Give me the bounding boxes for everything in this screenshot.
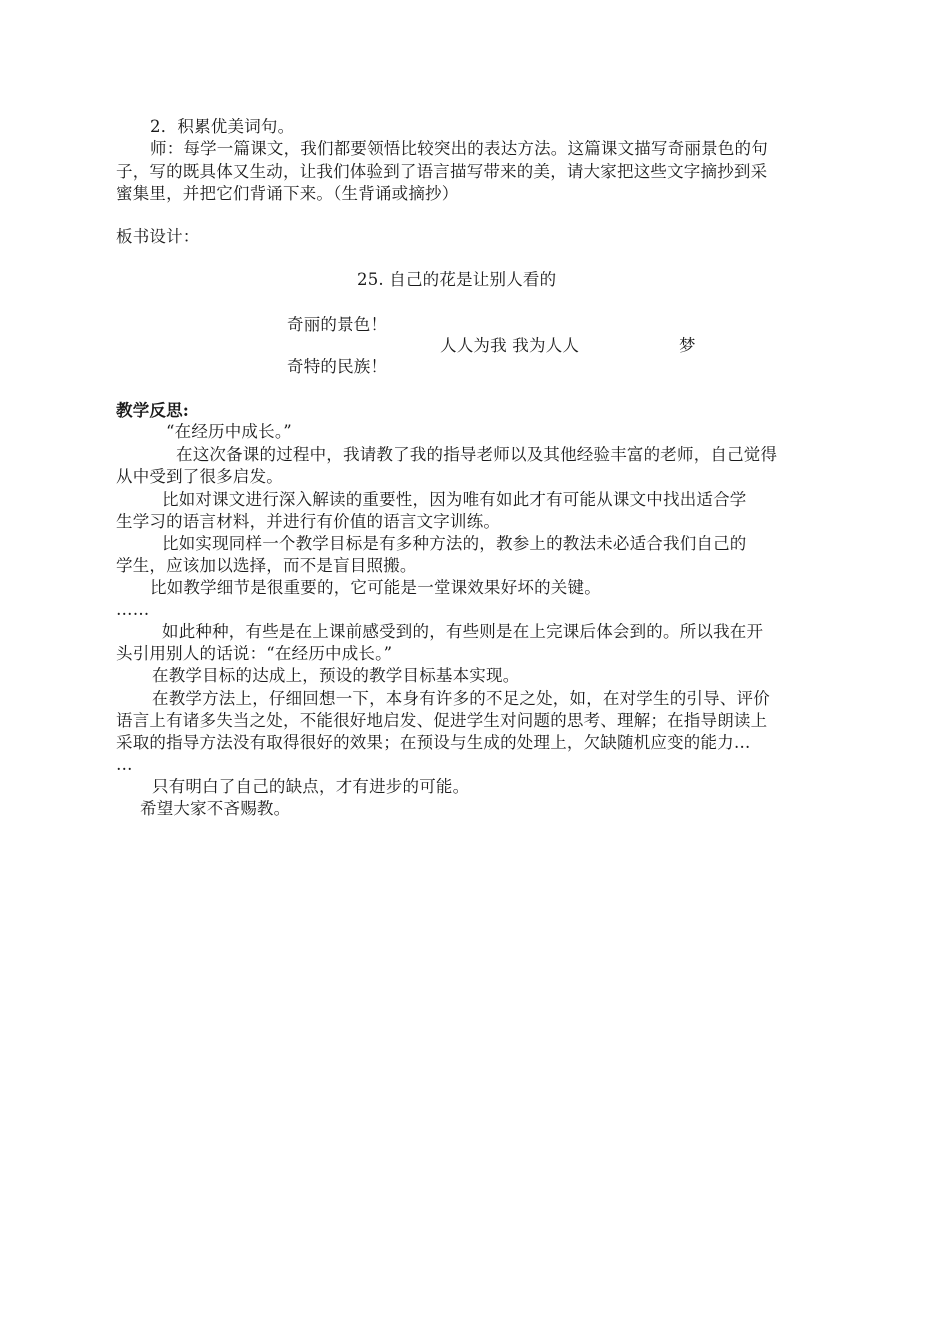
reflection-quote: “在经历中成长。” bbox=[166, 422, 292, 441]
ellipsis-line: …… bbox=[116, 600, 150, 619]
paragraph-line: 采取的指导方法没有取得很好的效果；在预设与生成的处理上，欠缺随机应变的能力… bbox=[116, 733, 751, 752]
paragraph-line: … bbox=[116, 755, 133, 774]
paragraph-line: 头引用别人的话说：“在经历中成长。” bbox=[116, 644, 393, 663]
paragraph-line: 语言上有诸多失当之处，不能很好地启发、促进学生对问题的思考、理解；在指导朗读上 bbox=[116, 711, 768, 730]
paragraph-line: 希望大家不吝赐教。 bbox=[140, 799, 291, 818]
paragraph-line: 比如教学细节是很重要的，它可能是一堂课效果好坏的关键。 bbox=[150, 578, 601, 597]
paragraph-line: 子，写的既具体又生动，让我们体验到了语言描写带来的美，请大家把这些文字摘抄到采 bbox=[116, 162, 768, 181]
paragraph-line: 从中受到了很多启发。 bbox=[116, 467, 283, 486]
paragraph-line: 在教学目标的达成上，预设的教学目标基本实现。 bbox=[152, 666, 520, 685]
section-heading: 2．积累优美词句。 bbox=[150, 117, 295, 136]
paragraph-line: 比如实现同样一个教学目标是有多种方法的，教参上的教法未必适合我们自己的 bbox=[162, 534, 747, 553]
paragraph-line: 只有明白了自己的缺点，才有进步的可能。 bbox=[152, 777, 470, 796]
paragraph-line: 师：每学一篇课文，我们都要领悟比较突出的表达方法。这篇课文描写奇丽景色的句 bbox=[150, 139, 768, 158]
board-left-top: 奇丽的景色！ bbox=[287, 315, 388, 334]
paragraph-line: 在教学方法上，仔细回想一下，本身有许多的不足之处，如，在对学生的引导、评价 bbox=[152, 689, 770, 708]
board-right: 梦 bbox=[679, 336, 696, 355]
reflection-heading: 教学反思: bbox=[116, 401, 190, 420]
board-title: 25. 自己的花是让别人看的 bbox=[357, 270, 557, 289]
paragraph-line: 生学习的语言材料，并进行有价值的语言文字训练。 bbox=[116, 512, 501, 531]
paragraph-line: 学生，应该加以选择，而不是盲目照搬。 bbox=[116, 556, 417, 575]
board-design-label: 板书设计： bbox=[116, 227, 200, 246]
paragraph-line: 在这次备课的过程中，我请教了我的指导老师以及其他经验丰富的老师，自己觉得 bbox=[176, 445, 778, 464]
paragraph-line: 蜜集里，并把它们背诵下来。（生背诵或摘抄） bbox=[116, 184, 459, 203]
paragraph-line: 比如对课文进行深入解读的重要性，因为唯有如此才有可能从课文中找出适合学 bbox=[162, 490, 747, 509]
board-left-bottom: 奇特的民族！ bbox=[287, 357, 388, 376]
board-middle: 人人为我 我为人人 bbox=[440, 336, 580, 355]
paragraph-line: 如此种种，有些是在上课前感受到的，有些则是在上完课后体会到的。所以我在开 bbox=[162, 622, 764, 641]
